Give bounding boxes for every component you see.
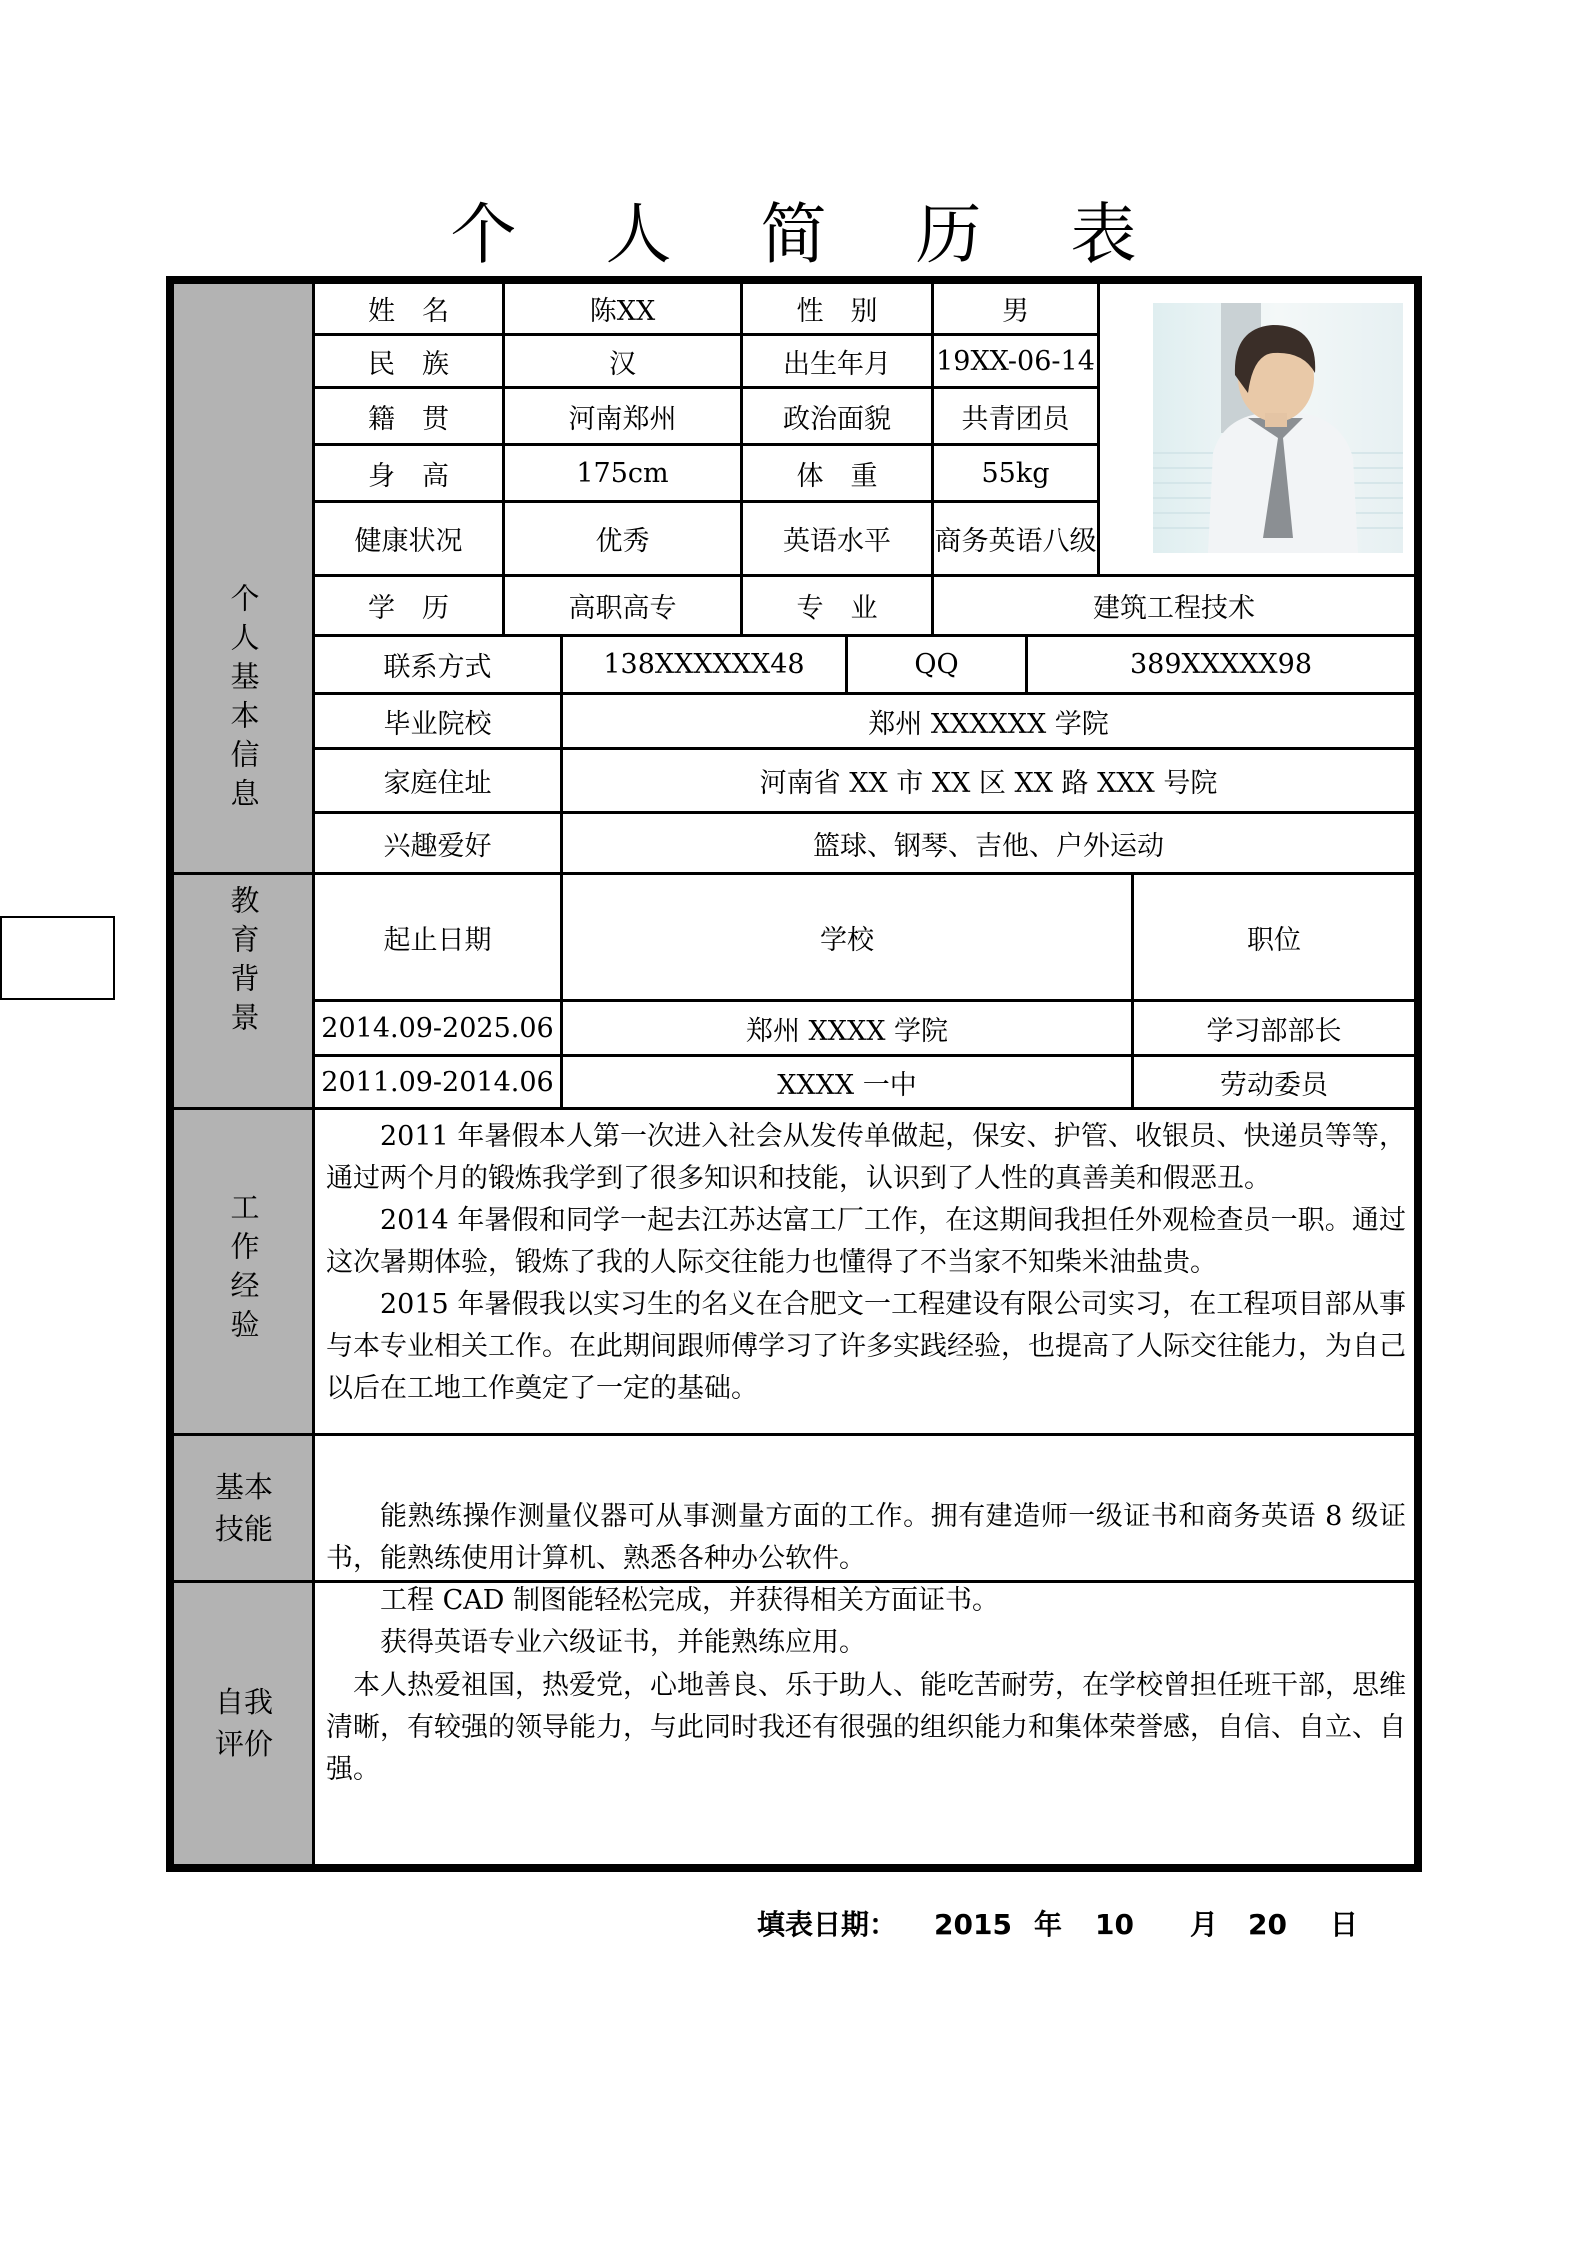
label-ethnicity: 民 族	[368, 348, 449, 380]
section-label-text: 基本技能	[214, 1469, 273, 1546]
section-label-skills	[194, 1436, 294, 1579]
section-label-text: 工作经验	[226, 1192, 261, 1348]
label-hobby: 兴趣爱好	[383, 830, 492, 862]
skills-paragraph: 获得英语专业六级证书，并能熟练应用。	[380, 1627, 866, 1658]
fill-date-day-unit: 日	[1330, 1908, 1359, 1941]
label-height: 身 高	[368, 460, 449, 492]
label-health: 健康状况	[354, 526, 463, 557]
section-label-education	[174, 875, 313, 1050]
value-politics: 共青团员	[961, 403, 1070, 435]
work-paragraph: 2011 年暑假本人第一次进入社会从发传单做起，保安、护管、收银员、快递员等等，通过两个月的锻炼我学到了很多知识和技能，认识到了人性的真善美和假恶丑。	[326, 1121, 1406, 1194]
label-english: 英语水平	[783, 526, 891, 557]
value-origin: 河南郑州	[568, 403, 677, 435]
label-address: 家庭住址	[383, 768, 492, 799]
work-experience-text	[326, 1116, 1406, 1410]
label-contact: 联系方式	[383, 652, 492, 683]
divider	[174, 1107, 1414, 1110]
section-label-basic-info	[174, 575, 313, 825]
divider	[174, 1433, 1414, 1436]
value-degree: 高职高专	[568, 593, 677, 624]
skills-paragraph: 工程 CAD 制图能轻松完成，并获得相关方面证书。	[380, 1585, 999, 1616]
self-eval-paragraph: 本人热爱祖国，热爱党，心地善良、乐于助人、能吃苦耐劳，在学校曾担任班干部，思维清晰，有较强的领导能力，与此同时我还有很强的组织能力和集体荣誉感，自信、自立、自强。	[326, 1670, 1406, 1785]
fill-date-year-unit: 年	[1034, 1908, 1063, 1941]
section-label-work	[174, 1110, 313, 1430]
edu-row-position: 学习部部长	[1206, 1015, 1342, 1047]
fill-date-month-unit: 月	[1190, 1908, 1219, 1941]
label-origin: 籍 贯	[368, 403, 449, 435]
fill-date-month: 10	[1095, 1908, 1134, 1941]
skills-text	[326, 1496, 1406, 1664]
fill-date-label: 填表日期：	[757, 1908, 898, 1941]
fill-date-day: 20	[1248, 1908, 1287, 1941]
edu-row-school: XXXX 一中	[777, 1069, 917, 1101]
label-politics: 政治面貌	[783, 403, 891, 435]
value-hobby: 篮球、钢琴、吉他、户外运动	[813, 830, 1164, 862]
value-address: 河南省 XX 市 XX 区 XX 路 XXX 号院	[759, 768, 1218, 799]
label-major: 专 业	[796, 593, 878, 624]
fill-date-year: 2015	[934, 1908, 1012, 1941]
work-paragraph: 2015 年暑假我以实习生的名义在合肥文一工程建设有限公司实习，在工程项目部从事与本专业相关工作。在此期间跟师傅学习了许多实践经验，也提高了人际交往能力，为自己以后在工地工作奠定了一定的基础。	[326, 1289, 1406, 1404]
value-health: 优秀	[595, 526, 650, 557]
value-english: 商务英语八级	[934, 526, 1097, 557]
boy-portrait-icon	[1153, 303, 1403, 553]
edu-row-period: 2014.09-2025.06	[321, 1012, 554, 1044]
divider	[1097, 284, 1100, 575]
section-label-self-eval	[194, 1583, 294, 1863]
value-graduate-school: 郑州 XXXXXX 学院	[868, 708, 1109, 740]
label-degree: 学 历	[368, 593, 449, 624]
margin-box	[0, 916, 115, 1000]
edu-row-period: 2011.09-2014.06	[321, 1066, 554, 1098]
value-ethnicity: 汉	[609, 348, 636, 380]
label-weight: 体 重	[796, 460, 878, 492]
label-qq: QQ	[914, 649, 959, 680]
value-gender: 男	[1002, 296, 1029, 327]
edu-header-position: 职位	[1247, 924, 1301, 956]
value-contact: 138XXXXXX48	[603, 649, 805, 680]
page-title: 个 人 简 历 表	[450, 196, 1171, 273]
profile-photo	[1153, 303, 1403, 553]
section-label-text: 自我评价	[214, 1685, 273, 1761]
value-name: 陈XX	[589, 296, 656, 327]
edu-header-period: 起止日期	[383, 924, 492, 956]
label-name: 姓 名	[368, 296, 449, 327]
label-gender: 性 别	[796, 296, 878, 327]
value-height: 175cm	[576, 457, 669, 489]
section-label-text: 教育背景	[226, 884, 261, 1041]
skills-paragraph: 能熟练操作测量仪器可从事测量方面的工作。拥有建造师一级证书和商务英语 8 级证书，能熟练使用计算机、熟悉各种办公软件。	[326, 1501, 1406, 1574]
value-birth: 19XX-06-14	[936, 345, 1095, 377]
self-evaluation-text	[326, 1665, 1406, 1791]
work-paragraph: 2014 年暑假和同学一起去江苏达富工厂工作，在这期间我担任外观检查员一职。通过这次暑期体验，锻炼了我的人际交往能力也懂得了不当家不知柴米油盐贵。	[326, 1205, 1406, 1278]
value-major: 建筑工程技术	[1093, 593, 1255, 624]
section-label-text: 个人基本信息	[226, 583, 261, 817]
edu-row-position: 劳动委员	[1220, 1069, 1328, 1101]
value-weight: 55kg	[981, 457, 1050, 489]
label-birth: 出生年月	[783, 348, 891, 380]
edu-header-school: 学校	[820, 924, 874, 956]
label-graduate-school: 毕业院校	[383, 708, 492, 740]
edu-row-school: 郑州 XXXX 学院	[745, 1015, 949, 1047]
value-qq: 389XXXXX98	[1130, 649, 1312, 680]
